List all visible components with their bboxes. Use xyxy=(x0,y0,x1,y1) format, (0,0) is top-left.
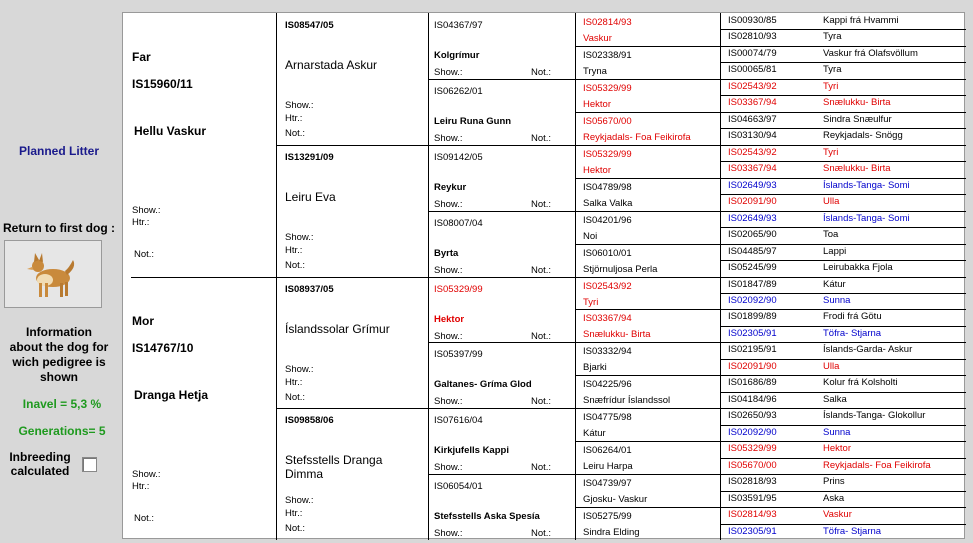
not-label: Not.: xyxy=(285,128,306,139)
row-divider xyxy=(575,79,720,80)
gen4-name[interactable]: Tyri xyxy=(583,296,599,308)
htr-label: Htr.: xyxy=(285,113,303,124)
gen5-name[interactable]: Tyri xyxy=(823,146,839,158)
gen5-name[interactable]: Vaskur frá Olafsvöllum xyxy=(823,47,918,59)
gen3-reg-number[interactable]: IS07616/04 xyxy=(434,415,483,427)
gen5-name[interactable]: Kolur frá Kolsholti xyxy=(823,377,898,389)
gen4-reg-number[interactable]: IS05275/99 xyxy=(583,511,632,523)
gen4-name[interactable]: Snæfrídur Íslandssol xyxy=(583,395,671,407)
gen4-name[interactable]: Kátur xyxy=(583,428,606,440)
gen3-name[interactable]: Galtanes- Gríma Glod xyxy=(434,379,532,391)
gen3-name[interactable]: Stefsstells Aska Spesía xyxy=(434,511,540,523)
grandparent-reg-number[interactable]: IS08547/05 xyxy=(285,20,334,31)
gen4-reg-number[interactable]: IS04739/97 xyxy=(583,478,632,490)
gen3-reg-number[interactable]: IS06262/01 xyxy=(434,85,483,97)
sidebar xyxy=(0,0,118,543)
gen3-reg-number[interactable]: IS08007/04 xyxy=(434,217,483,229)
gen5-reg-number[interactable]: IS02814/93 xyxy=(728,509,777,521)
not-label: Not.: xyxy=(531,462,552,474)
gen4-reg-number[interactable]: IS02543/92 xyxy=(583,280,632,292)
row-divider xyxy=(720,62,966,63)
dog-icon xyxy=(23,245,83,303)
gen5-name[interactable]: Aska xyxy=(823,492,845,504)
gen3-reg-number[interactable]: IS05329/99 xyxy=(434,283,483,295)
gen5-name[interactable]: Tyra xyxy=(823,64,842,76)
gen5-name[interactable]: Prins xyxy=(823,476,845,488)
not-label: Not.: xyxy=(134,249,155,260)
gen4-name[interactable]: Bjarki xyxy=(583,362,607,374)
row-divider xyxy=(720,309,966,310)
row-divider xyxy=(575,178,720,179)
gen4-name[interactable]: Snælukku- Birta xyxy=(583,329,651,341)
not-label: Not.: xyxy=(531,396,552,408)
gen5-reg-number[interactable]: IS00065/81 xyxy=(728,64,777,76)
gen4-name[interactable]: Vaskur xyxy=(583,33,612,44)
row-divider xyxy=(720,194,966,195)
parent-name[interactable]: Dranga Hetja xyxy=(134,387,209,402)
gen5-reg-number[interactable]: IS02092/90 xyxy=(728,294,777,306)
row-divider xyxy=(720,342,966,343)
row-divider xyxy=(276,277,428,278)
htr-label: Htr.: xyxy=(132,217,150,228)
gen4-reg-number[interactable]: IS04789/98 xyxy=(583,181,632,193)
pedigree-table xyxy=(122,12,965,539)
gen5-reg-number[interactable]: IS02543/92 xyxy=(728,146,777,158)
row-divider xyxy=(720,474,966,475)
gen5-reg-number[interactable]: IS04663/97 xyxy=(728,113,777,125)
gen4-reg-number[interactable]: IS02338/91 xyxy=(583,49,632,61)
gen4-name[interactable]: Hektor xyxy=(583,164,611,176)
gen4-name[interactable]: Hektor xyxy=(583,98,611,110)
gen5-reg-number[interactable]: IS02649/93 xyxy=(728,212,777,224)
gen5-reg-number[interactable]: IS02305/91 xyxy=(728,525,777,537)
parent-name[interactable]: Hellu Vaskur xyxy=(134,124,207,138)
grandparent-name[interactable]: Arnarstada Askur xyxy=(285,58,378,72)
row-divider xyxy=(428,277,575,278)
gen3-name[interactable]: Kolgrímur xyxy=(434,50,480,61)
gen5-name[interactable]: Sindra Snæulfur xyxy=(823,113,892,125)
gen5-reg-number[interactable]: IS03367/94 xyxy=(728,97,777,109)
gen5-reg-number[interactable]: IS02650/93 xyxy=(728,410,777,422)
show-label: Show.: xyxy=(434,67,463,78)
gen5-name[interactable]: Lappi xyxy=(823,245,847,257)
gen4-name[interactable]: Leiru Harpa xyxy=(583,461,633,473)
row-divider xyxy=(575,145,720,146)
gen5-name[interactable]: Hektor xyxy=(823,443,851,455)
row-divider xyxy=(720,408,966,409)
row-divider xyxy=(575,441,720,442)
row-divider xyxy=(575,309,720,310)
row-divider xyxy=(720,46,966,47)
htr-label: Htr.: xyxy=(285,244,303,256)
gen5-reg-number[interactable]: IS00930/85 xyxy=(728,15,777,26)
gen5-reg-number[interactable]: IS05670/00 xyxy=(728,459,777,471)
parent-role: Mor xyxy=(132,313,154,328)
gen5-reg-number[interactable]: IS04485/97 xyxy=(728,245,777,257)
gen5-reg-number[interactable]: IS03367/94 xyxy=(728,163,777,175)
gen5-name[interactable]: Ulla xyxy=(823,360,840,372)
row-divider xyxy=(428,145,575,146)
inbreeding-calculated-label: Inbreeding calculated xyxy=(9,450,71,478)
gen4-name[interactable]: Tryna xyxy=(583,65,607,77)
gen5-name[interactable]: Frodi frá Götu xyxy=(823,311,882,323)
gen5-name[interactable]: Töfra- Stjarna xyxy=(823,525,882,537)
gen5-reg-number[interactable]: IS01686/89 xyxy=(728,377,777,389)
inbreeding-calculated-checkbox[interactable] xyxy=(82,457,97,472)
row-divider xyxy=(720,95,966,96)
gen4-reg-number[interactable]: IS06010/01 xyxy=(583,247,632,259)
gen5-reg-number[interactable]: IS01847/89 xyxy=(728,278,777,290)
info-label: Information about the dog for wich pedigree is shown xyxy=(9,325,109,384)
grandparent-name[interactable]: Íslandssolar Grímur xyxy=(285,321,390,336)
return-first-dog-button[interactable] xyxy=(4,240,102,308)
row-divider xyxy=(575,507,720,508)
gen4-name[interactable]: Reykjadals- Foa Feikirofa xyxy=(583,131,691,143)
generations-value: Generations= 5 xyxy=(18,424,106,438)
gen3-name[interactable]: Hektor xyxy=(434,313,465,325)
row-divider xyxy=(720,359,966,360)
row-divider xyxy=(276,408,428,409)
gen5-reg-number[interactable]: IS02092/90 xyxy=(728,426,777,438)
gen5-name[interactable]: Íslands-Garda- Askur xyxy=(823,344,913,356)
not-label: Not.: xyxy=(285,391,306,403)
gen4-reg-number[interactable]: IS04201/96 xyxy=(583,214,632,226)
gen5-reg-number[interactable]: IS02091/90 xyxy=(728,360,777,372)
row-divider xyxy=(575,277,720,278)
show-label: Show.: xyxy=(434,462,463,474)
gen4-name[interactable]: Sindra Elding xyxy=(583,527,640,539)
gen5-reg-number[interactable]: IS02091/90 xyxy=(728,196,777,208)
gen3-reg-number[interactable]: IS09142/05 xyxy=(434,151,483,163)
show-label: Show.: xyxy=(285,363,314,375)
show-label: Show.: xyxy=(434,264,463,276)
gen5-name[interactable]: Reykjadals- Snögg xyxy=(823,130,903,142)
gen5-name[interactable]: Salka xyxy=(823,393,847,405)
gen5-reg-number[interactable]: IS02305/91 xyxy=(728,327,777,339)
grandparent-reg-number[interactable]: IS09858/06 xyxy=(285,415,334,427)
gen5-name[interactable]: Íslands-Tanga- Glokollur xyxy=(823,410,926,422)
gen5-name[interactable]: Sunna xyxy=(823,294,851,306)
show-label: Show.: xyxy=(434,330,463,342)
gen4-name[interactable]: Salka Valka xyxy=(583,197,633,209)
show-label: Show.: xyxy=(132,468,161,480)
gen5-reg-number[interactable]: IS04184/96 xyxy=(728,393,777,405)
row-divider xyxy=(720,227,966,228)
gen5-name[interactable]: Snælukku- Birta xyxy=(823,97,891,109)
return-first-dog-label: Return to first dog : xyxy=(3,221,115,235)
not-label: Not.: xyxy=(531,330,552,342)
gen3-reg-number[interactable]: IS04367/97 xyxy=(434,20,483,31)
planned-litter-link[interactable]: Planned Litter xyxy=(18,144,99,158)
row-divider xyxy=(575,211,720,212)
not-label: Not.: xyxy=(285,523,306,535)
gen5-name[interactable]: Toa xyxy=(823,229,839,241)
gen4-reg-number[interactable]: IS03367/94 xyxy=(583,313,632,325)
gen5-name[interactable]: Kappi frá Hvammi xyxy=(823,15,899,26)
gen5-reg-number[interactable]: IS05245/99 xyxy=(728,262,777,274)
row-divider xyxy=(720,79,966,80)
row-divider xyxy=(131,277,276,278)
gen3-name[interactable]: Kirkjufells Kappi xyxy=(434,445,509,457)
gen5-name[interactable]: Tyri xyxy=(823,80,839,92)
show-label: Show.: xyxy=(434,528,463,540)
show-label: Show.: xyxy=(434,198,463,210)
not-label: Not.: xyxy=(531,264,552,276)
row-divider xyxy=(720,128,966,129)
gen4-reg-number[interactable]: IS05670/00 xyxy=(583,115,632,127)
gen3-reg-number[interactable]: IS05397/99 xyxy=(434,349,483,361)
not-label: Not.: xyxy=(531,528,552,540)
gen5-name[interactable]: Tyra xyxy=(823,31,842,43)
htr-label: Htr.: xyxy=(285,376,303,388)
gen5-name[interactable]: Ulla xyxy=(823,196,840,208)
gen5-name[interactable]: Leirubakka Fjola xyxy=(823,262,893,274)
row-divider xyxy=(720,326,966,327)
gen5-reg-number[interactable]: IS02065/90 xyxy=(728,229,777,241)
row-divider xyxy=(575,244,720,245)
gen3-name[interactable]: Reykur xyxy=(434,181,467,193)
grandparent-reg-number[interactable]: IS13291/09 xyxy=(285,151,334,163)
row-divider xyxy=(575,408,720,409)
row-divider xyxy=(720,507,966,508)
gen4-reg-number[interactable]: IS06264/01 xyxy=(583,445,632,457)
htr-label: Htr.: xyxy=(285,508,303,520)
row-divider xyxy=(428,79,575,80)
gen5-name[interactable]: Reykjadals- Foa Feikirofa xyxy=(823,459,931,471)
gen4-name[interactable]: Noi xyxy=(583,230,598,242)
gen5-reg-number[interactable]: IS02649/93 xyxy=(728,179,777,191)
gen5-reg-number[interactable]: IS03591/95 xyxy=(728,492,777,504)
gen5-reg-number[interactable]: IS02543/92 xyxy=(728,80,777,92)
not-label: Not.: xyxy=(531,67,552,78)
not-label: Not.: xyxy=(531,198,552,210)
show-label: Show.: xyxy=(434,396,463,408)
grandparent-name[interactable]: Stefsstells Dranga xyxy=(285,453,383,468)
row-divider xyxy=(575,112,720,113)
row-divider xyxy=(720,375,966,376)
row-divider xyxy=(720,293,966,294)
inbreeding-value: Inavel = 5,3 % xyxy=(22,397,102,411)
row-divider xyxy=(575,375,720,376)
gen4-reg-number[interactable]: IS04775/98 xyxy=(583,412,632,424)
gen5-reg-number[interactable]: IS02810/93 xyxy=(728,31,777,43)
row-divider xyxy=(720,441,966,442)
row-divider xyxy=(720,161,966,162)
gen4-name[interactable]: Stjörnuljosa Perla xyxy=(583,263,658,275)
gen3-name[interactable]: Leiru Runa Gunn xyxy=(434,115,512,127)
not-label: Not.: xyxy=(285,259,306,271)
gen5-reg-number[interactable]: IS00074/79 xyxy=(728,47,777,59)
parent-reg-number[interactable]: IS15960/11 xyxy=(132,77,193,91)
row-divider xyxy=(575,46,720,47)
gen5-reg-number[interactable]: IS02818/93 xyxy=(728,476,777,488)
gen4-reg-number[interactable]: IS03332/94 xyxy=(583,346,632,358)
row-divider xyxy=(575,474,720,475)
show-label: Show.: xyxy=(285,231,314,243)
show-label: Show.: xyxy=(285,100,314,111)
not-label: Not.: xyxy=(134,512,155,524)
gen4-reg-number[interactable]: IS05329/99 xyxy=(583,148,632,160)
htr-label: Htr.: xyxy=(132,480,150,492)
gen5-name[interactable]: Íslands-Tanga- Somi xyxy=(823,179,910,191)
grandparent-name[interactable]: Leiru Eva xyxy=(285,189,336,204)
gen5-name[interactable]: Vaskur xyxy=(823,509,852,521)
grandparent-name-cont[interactable]: Dimma xyxy=(285,467,323,482)
row-divider xyxy=(575,342,720,343)
grandparent-reg-number[interactable]: IS08937/05 xyxy=(285,283,334,295)
row-divider xyxy=(276,145,428,146)
gen4-reg-number[interactable]: IS05329/99 xyxy=(583,82,632,94)
gen5-name[interactable]: Töfra- Stjarna xyxy=(823,327,882,339)
gen5-name[interactable]: Snælukku- Birta xyxy=(823,163,891,175)
gen5-reg-number[interactable]: IS02195/91 xyxy=(728,344,777,356)
gen5-reg-number[interactable]: IS05329/99 xyxy=(728,443,777,455)
gen4-reg-number[interactable]: IS02814/93 xyxy=(583,17,632,28)
parent-role: Far xyxy=(132,50,151,64)
show-label: Show.: xyxy=(132,205,161,216)
gen5-name[interactable]: Kátur xyxy=(823,278,846,290)
gen4-reg-number[interactable]: IS04225/96 xyxy=(583,379,632,391)
gen5-name[interactable]: Íslands-Tanga- Somi xyxy=(823,212,910,224)
row-divider xyxy=(428,211,575,212)
not-label: Not.: xyxy=(531,132,552,144)
show-label: Show.: xyxy=(285,495,314,507)
gen3-name[interactable]: Byrta xyxy=(434,247,459,259)
gen5-name[interactable]: Sunna xyxy=(823,426,851,438)
row-divider xyxy=(720,29,966,30)
gen4-name[interactable]: Gjosku- Vaskur xyxy=(583,494,648,506)
show-label: Show.: xyxy=(434,132,463,144)
gen3-reg-number[interactable]: IS06054/01 xyxy=(434,481,483,493)
gen5-reg-number[interactable]: IS03130/94 xyxy=(728,130,777,142)
row-divider xyxy=(720,260,966,261)
gen5-reg-number[interactable]: IS01899/89 xyxy=(728,311,777,323)
parent-reg-number[interactable]: IS14767/10 xyxy=(132,340,194,355)
